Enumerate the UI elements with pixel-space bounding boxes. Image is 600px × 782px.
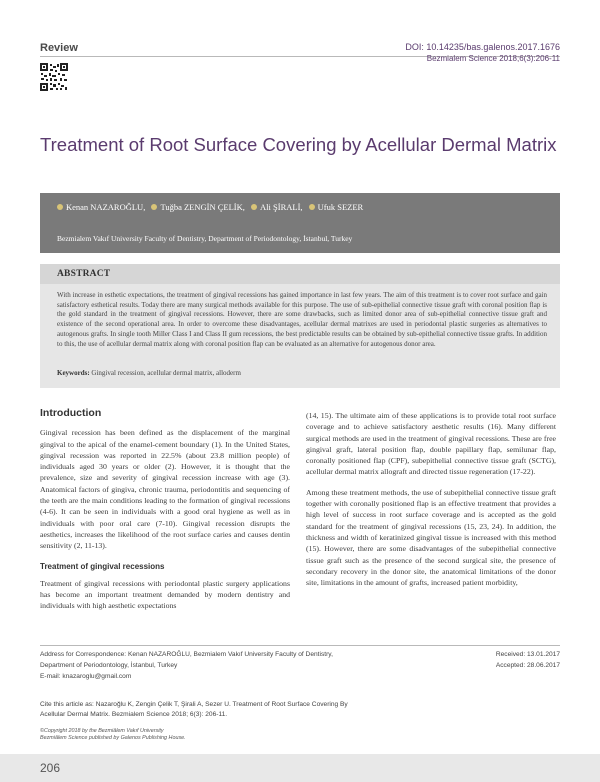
author-name: Ali ŞİRALİ, xyxy=(260,202,303,212)
abstract-header-bar xyxy=(40,264,560,284)
right-column xyxy=(306,410,556,597)
correspondence-address: Address for Correspondence: Kenan NAZAROĞLU, Bezmialem Vakıf University Faculty of Dentistry, xyxy=(40,651,333,658)
abstract-box xyxy=(40,264,560,388)
dates-block xyxy=(496,650,560,672)
page-number: 206 xyxy=(40,761,61,775)
orcid-icon[interactable] xyxy=(57,204,63,210)
journal-citation: Bezmialem Science 2018;6(3):206-11 xyxy=(426,54,560,63)
left-column xyxy=(40,408,290,621)
article-title: Treatment of Root Surface Covering by Acellular Dermal Matrix xyxy=(40,134,557,155)
paragraph: (14, 15). The ultimate aim of these applications is to provide total root surface coverage and to achieve satisfactory aesthetic results (16). Many different surgical methods are used in the treatment of gingival recessions. These are free gingival graft, lateral position flap, double papillary flap, semilunar flap, coronally positioned flap (CPF), subepithelial connective tissue graft (SCTG), acellular dermal matrix allograft and directed tissue regeneration (17-22). xyxy=(306,411,556,477)
orcid-icon[interactable] xyxy=(251,204,257,210)
cite-line: Acellular Dermal Matrix. Bezmialem Science 2018; 6(3): 206-11. xyxy=(40,711,228,719)
author-name: Tuğba ZENGİN ÇELİK, xyxy=(160,202,245,212)
section-heading-introduction: Introduction xyxy=(40,407,102,419)
copyright xyxy=(40,728,340,743)
correspondence-block xyxy=(40,650,440,682)
cite-line: Cite this article as: Nazaroğlu K, Zengin Çelik T, Şirali A, Sezer U. Treatment of Root Surface Covering By xyxy=(40,701,348,708)
author-name: Ufuk SEZER xyxy=(317,202,364,212)
qr-code-icon xyxy=(40,63,68,91)
received-date: Received: 13.01.2017 xyxy=(495,651,560,658)
affiliation: Bezmialem Vakıf University Faculty of Dentistry, Department of Periodontology, İstanbul, Turkey xyxy=(57,234,353,243)
correspondence-email[interactable]: E-mail: knazaroglu@gmail.com xyxy=(40,672,132,680)
keywords-label: Keywords: xyxy=(57,369,90,377)
abstract-heading: ABSTRACT xyxy=(57,269,111,279)
accepted-date: Accepted: 28.06.2017 xyxy=(495,661,560,669)
author-name: Kenan NAZAROĞLU, xyxy=(66,202,146,212)
correspondence-department: Department of Periodontology, İstanbul, Turkey xyxy=(40,661,178,669)
keywords-value: Gingival recession, acellular dermal matrix, alloderm xyxy=(91,369,241,377)
page-footer-bar xyxy=(0,754,600,782)
paragraph: Among these treatment methods, the use of subepithelial connective tissue graft together with coronally positioned flap is an effective treatment that provides a high level of success in root surface coverage and is accepted as the gold standard for the treatment of gingival recessions (15, 23, 24). In addition, the thickness and width of keratinized gingival tissue is increased with this method (15). However, there are some disadvantages of the subepithelial connective tissue graft such as the presence of the second surgical site, the presence of secondary recovery in the donor site, the anatomical limitations of the donor site, limitations in the amount of grafts, increased patient morbidity, xyxy=(306,487,556,588)
paragraph: Treatment of gingival recessions with periodontal plastic surgery applications has become an important treatment demanded by modern dentistry and individuals with high aesthetic expectations xyxy=(40,578,290,611)
copyright-line: ©Copyright 2018 by the Bezmiâlem Vakıf University xyxy=(40,728,164,734)
cite-this-article xyxy=(40,700,560,721)
author-box xyxy=(40,193,560,253)
author-list xyxy=(57,202,363,212)
copyright-line: Bezmiâlem Science published by Galenos Publishing House. xyxy=(40,735,186,742)
subsection-heading-treatment: Treatment of gingival recessions xyxy=(40,561,165,571)
abstract-text: With increase in esthetic expectations, the treatment of gingival recessions has gained importance in last few years. The aim of this treatment is to cover root surface and gain satisfactory esthetical results. Today there are many surgical methods available for this purpose. The use of sub-epithelial connective tissue graft with coronal position flap is the gold standard in the treatment of gingival recessions. However, there are some drawbacks, such as limited donor area of sub-epithelial connective tissue graft and existence of the second operational area. In order to overcome these disadvantages, acellular dermal matrixes are used in periodontal plastic surgeries as alternatives to autogenous grafts. In single tooth Miller Class I and Class II gum recessions, the best predictable results can be obtained by sub-epithelial connective tissue grafts. In addition to this, the use of acellular dermal matrix along with coronal position flap can be evaluated as an alternative for autogenous donor area. xyxy=(57,291,547,348)
orcid-icon[interactable] xyxy=(309,204,315,210)
footer-rule xyxy=(40,645,560,646)
article-type-label: Review xyxy=(40,42,78,54)
paragraph: Gingival recession has been defined as the displacement of the marginal gingival to the apical of the enamel-cement boundary (1). In the United States, gingival recession was reported in 22.5% (about 23.8 million people) of individuals aged 30 years or older (2). However, it is thought that the prevalence, size and severity of gingival recession increase with age (3). Anatomical factors of gingiva, chronic trauma, periodontitis and sequencing of the teeth are the main conditions leading to the formation of gingival recessions (4-6). It can be seen in individuals with a good oral hygiene as well as in individuals with poor oral care (7-10). Gingival recession disrupts the aesthetics, increases the likelihood of the root surface caries and causes dentin sensitivity (2, 11-13). xyxy=(40,428,290,551)
doi[interactable]: DOI: 10.14235/bas.galenos.2017.1676 xyxy=(405,42,560,52)
keywords xyxy=(57,369,547,377)
orcid-icon[interactable] xyxy=(151,204,157,210)
